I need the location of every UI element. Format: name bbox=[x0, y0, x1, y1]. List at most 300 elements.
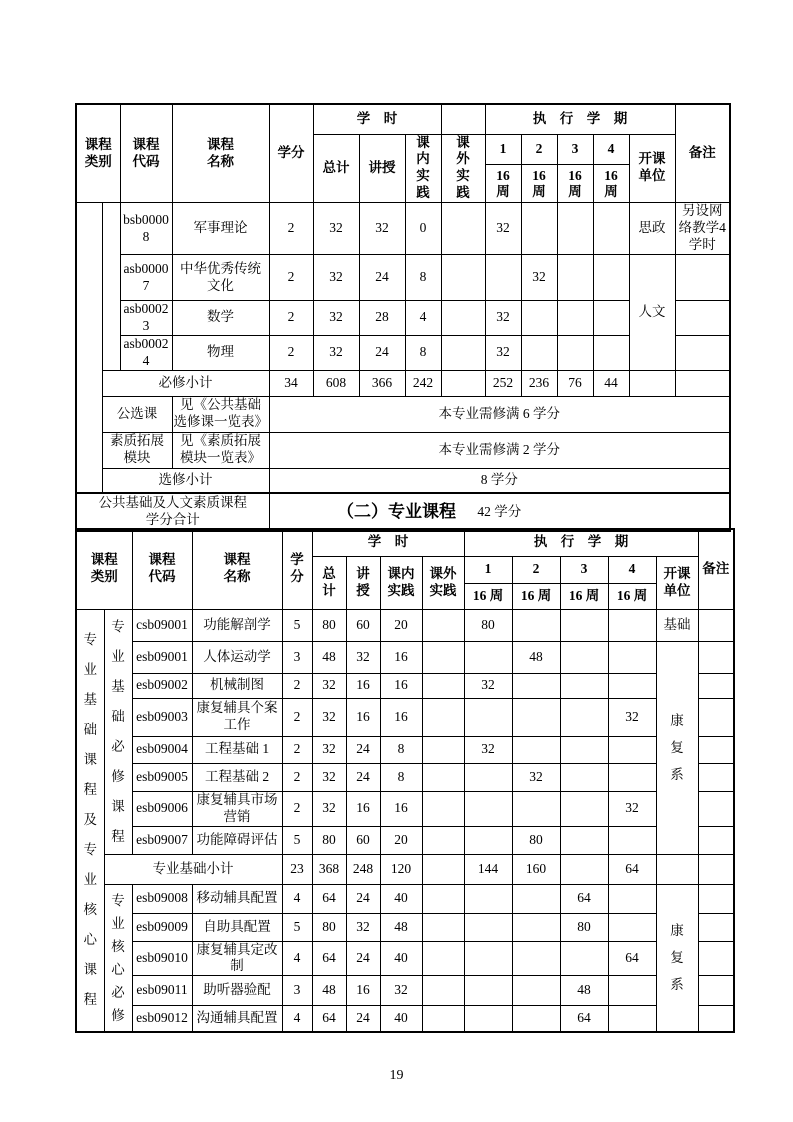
course-row bbox=[76, 826, 734, 854]
cell-dept: 人文 bbox=[629, 255, 675, 371]
cell-code: esb09010 bbox=[132, 941, 192, 976]
cell-inclass: 120 bbox=[380, 854, 422, 884]
cell-name: 移动辅具配置 bbox=[192, 884, 282, 913]
subtotal-label: 专业基础小计 bbox=[104, 854, 282, 884]
cell-sem4: 64 bbox=[608, 941, 656, 976]
cell-outclass bbox=[441, 255, 485, 301]
cell-name: 机械制图 bbox=[192, 673, 282, 698]
header-credits: 学分 bbox=[282, 529, 312, 609]
cell-sem1 bbox=[464, 698, 512, 736]
cell-sem4 bbox=[608, 763, 656, 791]
cell-credit: 5 bbox=[282, 609, 312, 641]
cell-sem1 bbox=[464, 763, 512, 791]
course-row bbox=[76, 791, 734, 826]
cell-dept: 基础 bbox=[656, 609, 698, 641]
cell-code: esb09007 bbox=[132, 826, 192, 854]
cell-outclass bbox=[422, 1006, 464, 1032]
cell-sem1 bbox=[464, 913, 512, 941]
cell-sem4 bbox=[608, 1006, 656, 1032]
cell-inclass: 0 bbox=[405, 203, 441, 255]
header-sem-2: 2 bbox=[521, 134, 557, 165]
cell-code: asb00023 bbox=[120, 301, 172, 336]
cell-credit: 5 bbox=[282, 826, 312, 854]
cell-sem4 bbox=[593, 255, 629, 301]
cell-inclass: 16 bbox=[380, 673, 422, 698]
cell-sem3 bbox=[560, 736, 608, 763]
cell-credit: 2 bbox=[282, 673, 312, 698]
cell-sem2 bbox=[512, 791, 560, 826]
cell-sem1: 252 bbox=[485, 370, 521, 396]
course-row bbox=[76, 641, 734, 673]
course-row bbox=[76, 203, 730, 255]
cell-lecture: 60 bbox=[346, 609, 380, 641]
cell-outclass bbox=[422, 941, 464, 976]
cell-note bbox=[698, 941, 734, 976]
cell-inclass: 8 bbox=[380, 736, 422, 763]
cell-sem2 bbox=[512, 698, 560, 736]
cell-code: esb09002 bbox=[132, 673, 192, 698]
header-code: 课程代码 bbox=[132, 529, 192, 609]
cell-lecture: 24 bbox=[359, 255, 405, 301]
cell-lecture: 24 bbox=[346, 1006, 380, 1032]
cell-sem2: 32 bbox=[512, 763, 560, 791]
course-row bbox=[76, 884, 734, 913]
header-weeks-3: 16 周 bbox=[560, 583, 608, 609]
cell-lecture: 16 bbox=[346, 791, 380, 826]
cell-name: 功能障碍评估 bbox=[192, 826, 282, 854]
cell-code: esb09001 bbox=[132, 641, 192, 673]
elective-label: 素质拓展模块 bbox=[102, 432, 172, 468]
header-inclass-practice: 课内实践 bbox=[380, 556, 422, 609]
cell-credit: 3 bbox=[282, 641, 312, 673]
cell-name: 工程基础 1 bbox=[192, 736, 282, 763]
cell-code: esb09003 bbox=[132, 698, 192, 736]
cell-note bbox=[698, 854, 734, 884]
cell-sem1 bbox=[464, 941, 512, 976]
cell-inclass: 242 bbox=[405, 370, 441, 396]
section-title: （二）专业课程 bbox=[337, 502, 456, 521]
cell-inclass: 40 bbox=[380, 941, 422, 976]
cell-inclass: 20 bbox=[380, 609, 422, 641]
cell-sem2 bbox=[512, 673, 560, 698]
cell-sem1: 32 bbox=[464, 673, 512, 698]
cell-total-hours: 48 bbox=[312, 976, 346, 1006]
cell-sem4 bbox=[608, 826, 656, 854]
subtotal-label: 选修小计 bbox=[102, 468, 269, 493]
header-sem-3: 3 bbox=[560, 556, 608, 583]
header-sem-4: 4 bbox=[593, 134, 629, 165]
cell-sem4 bbox=[593, 301, 629, 336]
cell-sem2: 48 bbox=[512, 641, 560, 673]
cell-total-hours: 32 bbox=[313, 335, 359, 370]
cell-total-hours: 64 bbox=[312, 1006, 346, 1032]
cell-sem1 bbox=[464, 884, 512, 913]
cell-sem4 bbox=[608, 641, 656, 673]
header-sem-3: 3 bbox=[557, 134, 593, 165]
header-note: 备注 bbox=[698, 529, 734, 609]
elective-row bbox=[76, 432, 730, 468]
cell-sem1 bbox=[485, 255, 521, 301]
cell-lecture: 28 bbox=[359, 301, 405, 336]
cell-total-hours: 80 bbox=[312, 913, 346, 941]
cell-name: 自助具配置 bbox=[192, 913, 282, 941]
header-weeks-4: 16 周 bbox=[608, 583, 656, 609]
cell-sem2: 32 bbox=[521, 255, 557, 301]
cell-sem2 bbox=[512, 913, 560, 941]
cell-sem3 bbox=[557, 203, 593, 255]
cell-sem2 bbox=[512, 609, 560, 641]
cell-sem3 bbox=[560, 763, 608, 791]
cell-name: 功能解剖学 bbox=[192, 609, 282, 641]
cell-sem4: 44 bbox=[593, 370, 629, 396]
subgroup-empty-cell bbox=[102, 203, 120, 371]
cell-name: 军事理论 bbox=[172, 203, 269, 255]
cell-sem1: 32 bbox=[485, 203, 521, 255]
cell-total-hours: 32 bbox=[312, 736, 346, 763]
cell-note bbox=[698, 791, 734, 826]
cell-sem2: 236 bbox=[521, 370, 557, 396]
course-row bbox=[76, 976, 734, 1006]
cell-credit: 4 bbox=[282, 884, 312, 913]
cell-sem4 bbox=[608, 913, 656, 941]
elective-requirement: 本专业需修满 2 学分 bbox=[269, 432, 730, 468]
cell-note bbox=[698, 736, 734, 763]
elective-ref: 见《素质拓展模块一览表》 bbox=[172, 432, 269, 468]
course-row bbox=[76, 941, 734, 976]
cell-inclass: 32 bbox=[380, 976, 422, 1006]
cell-note bbox=[675, 255, 730, 301]
grand-total-value: 42 学分 bbox=[269, 493, 730, 531]
cell-sem4 bbox=[608, 884, 656, 913]
cell-name: 工程基础 2 bbox=[192, 763, 282, 791]
cell-inclass: 8 bbox=[380, 763, 422, 791]
cell-outclass bbox=[422, 854, 464, 884]
header-total-hours: 总计 bbox=[313, 134, 359, 203]
cell-sem3 bbox=[560, 673, 608, 698]
cell-inclass: 40 bbox=[380, 884, 422, 913]
cell-code: bsb00008 bbox=[120, 203, 172, 255]
cell-credit: 5 bbox=[282, 913, 312, 941]
cell-name: 康复辅具定改制 bbox=[192, 941, 282, 976]
cell-lecture: 32 bbox=[346, 913, 380, 941]
cell-credit: 2 bbox=[282, 736, 312, 763]
cell-total-hours: 32 bbox=[312, 698, 346, 736]
header-weeks-1: 16周 bbox=[485, 165, 521, 203]
cell-sem2 bbox=[521, 203, 557, 255]
grand-total-label: 公共基础及人文素质课程学分合计 bbox=[76, 493, 269, 531]
cell-credit: 4 bbox=[282, 1006, 312, 1032]
cell-lecture: 24 bbox=[346, 736, 380, 763]
cell-code: esb09005 bbox=[132, 763, 192, 791]
course-row bbox=[76, 763, 734, 791]
course-row bbox=[76, 736, 734, 763]
course-row bbox=[76, 698, 734, 736]
cell-sem3 bbox=[560, 641, 608, 673]
cell-total-hours: 32 bbox=[312, 791, 346, 826]
cell-inclass: 48 bbox=[380, 913, 422, 941]
cell-name: 沟通辅具配置 bbox=[192, 1006, 282, 1032]
cell-name: 人体运动学 bbox=[192, 641, 282, 673]
cell-sem3 bbox=[560, 854, 608, 884]
cell-note bbox=[675, 301, 730, 336]
header-weeks-4: 16周 bbox=[593, 165, 629, 203]
cell-outclass bbox=[441, 301, 485, 336]
cell-sem3: 48 bbox=[560, 976, 608, 1006]
header-sem-1: 1 bbox=[464, 556, 512, 583]
subgroup-core-required: 专业核心必修 bbox=[104, 884, 132, 1032]
cell-code: esb09008 bbox=[132, 884, 192, 913]
cell-sem2 bbox=[512, 884, 560, 913]
basic-subtotal-row bbox=[76, 854, 734, 884]
cell-note bbox=[698, 913, 734, 941]
cell-outclass bbox=[422, 609, 464, 641]
cell-name: 助听器验配 bbox=[192, 976, 282, 1006]
cell-sem1 bbox=[464, 1006, 512, 1032]
cell-lecture: 16 bbox=[346, 976, 380, 1006]
header-weeks-2: 16周 bbox=[521, 165, 557, 203]
cell-sem4: 32 bbox=[608, 791, 656, 826]
course-row bbox=[76, 609, 734, 641]
cell-outclass bbox=[422, 976, 464, 1006]
cell-sem3 bbox=[560, 791, 608, 826]
cell-sem4 bbox=[608, 609, 656, 641]
header-course-name: 课程名称 bbox=[192, 529, 282, 609]
header-lecture-hours: 讲授 bbox=[346, 556, 380, 609]
cell-sem4 bbox=[608, 736, 656, 763]
elective-label: 公选课 bbox=[102, 396, 172, 432]
cell-outclass bbox=[422, 826, 464, 854]
cell-note bbox=[698, 1006, 734, 1032]
cell-credit: 2 bbox=[269, 301, 313, 336]
cell-note bbox=[698, 826, 734, 854]
header-weeks-3: 16周 bbox=[557, 165, 593, 203]
cell-inclass: 16 bbox=[380, 698, 422, 736]
header-weeks-2: 16 周 bbox=[512, 583, 560, 609]
cell-total-hours: 64 bbox=[312, 884, 346, 913]
cell-lecture: 16 bbox=[346, 673, 380, 698]
cell-outclass bbox=[422, 673, 464, 698]
cell-dept bbox=[656, 854, 698, 884]
cell-outclass bbox=[422, 913, 464, 941]
cell-note bbox=[698, 641, 734, 673]
cell-sem3 bbox=[557, 301, 593, 336]
cell-sem3: 80 bbox=[560, 913, 608, 941]
cell-dept: 康复系 bbox=[656, 884, 698, 1032]
cell-code: csb09001 bbox=[132, 609, 192, 641]
elective-row bbox=[76, 396, 730, 432]
cell-outclass bbox=[441, 370, 485, 396]
cell-lecture: 24 bbox=[346, 763, 380, 791]
cell-dept bbox=[629, 370, 675, 396]
cell-credit: 23 bbox=[282, 854, 312, 884]
header-hours-group: 学 时 bbox=[313, 104, 441, 134]
cell-credit: 2 bbox=[282, 763, 312, 791]
cell-name: 康复辅具个案工作 bbox=[192, 698, 282, 736]
cell-sem1 bbox=[464, 791, 512, 826]
header-sem-4: 4 bbox=[608, 556, 656, 583]
header-weeks-1: 16 周 bbox=[464, 583, 512, 609]
cell-sem3: 64 bbox=[560, 884, 608, 913]
cell-total-hours: 608 bbox=[313, 370, 359, 396]
cell-lecture: 24 bbox=[346, 884, 380, 913]
cell-sem3 bbox=[560, 826, 608, 854]
elective-requirement: 本专业需修满 6 学分 bbox=[269, 396, 730, 432]
cell-outclass bbox=[441, 203, 485, 255]
cell-lecture: 16 bbox=[346, 698, 380, 736]
t1-header-row-1 bbox=[76, 104, 730, 134]
cell-outclass bbox=[422, 641, 464, 673]
cell-name: 中华优秀传统文化 bbox=[172, 255, 269, 301]
cell-note bbox=[675, 370, 730, 396]
cell-credit: 4 bbox=[282, 941, 312, 976]
header-category: 课程类别 bbox=[76, 529, 132, 609]
cell-inclass: 40 bbox=[380, 1006, 422, 1032]
cell-inclass: 8 bbox=[405, 255, 441, 301]
cell-note bbox=[675, 335, 730, 370]
cell-sem4 bbox=[593, 203, 629, 255]
cell-sem4 bbox=[608, 673, 656, 698]
page-number: 19 bbox=[389, 1068, 404, 1083]
cell-sem2: 80 bbox=[512, 826, 560, 854]
cell-lecture: 248 bbox=[346, 854, 380, 884]
cell-total-hours: 32 bbox=[313, 301, 359, 336]
cell-inclass: 8 bbox=[405, 335, 441, 370]
cell-sem4 bbox=[608, 976, 656, 1006]
cell-credit: 2 bbox=[282, 698, 312, 736]
cell-sem3 bbox=[557, 255, 593, 301]
required-subtotal-row bbox=[76, 370, 730, 396]
cell-code: esb09011 bbox=[132, 976, 192, 1006]
header-dept: 开课单位 bbox=[629, 134, 675, 203]
elective-ref: 见《公共基础选修课一览表》 bbox=[172, 396, 269, 432]
cell-outclass bbox=[422, 763, 464, 791]
course-row bbox=[76, 255, 730, 301]
header-exec-semesters: 执 行 学 期 bbox=[464, 529, 698, 556]
cell-total-hours: 32 bbox=[312, 673, 346, 698]
header-outclass-practice: 课外实践 bbox=[441, 134, 485, 203]
cell-inclass: 4 bbox=[405, 301, 441, 336]
t2-header-row-1 bbox=[76, 529, 734, 556]
cell-sem1 bbox=[464, 976, 512, 1006]
cell-credit: 34 bbox=[269, 370, 313, 396]
cell-note bbox=[698, 976, 734, 1006]
cell-lecture: 24 bbox=[359, 335, 405, 370]
cell-outclass bbox=[422, 698, 464, 736]
cell-credit: 2 bbox=[269, 255, 313, 301]
header-hours-group: 学 时 bbox=[312, 529, 464, 556]
cell-sem4: 64 bbox=[608, 854, 656, 884]
cell-sem3 bbox=[560, 698, 608, 736]
cell-code: esb09009 bbox=[132, 913, 192, 941]
header-credits: 学分 bbox=[269, 104, 313, 203]
cell-sem4: 32 bbox=[608, 698, 656, 736]
cell-sem1: 32 bbox=[464, 736, 512, 763]
cell-credit: 2 bbox=[282, 791, 312, 826]
cell-code: esb09006 bbox=[132, 791, 192, 826]
cell-sem3 bbox=[557, 335, 593, 370]
cell-inclass: 16 bbox=[380, 791, 422, 826]
cell-sem2 bbox=[512, 941, 560, 976]
header-lecture-hours: 讲授 bbox=[359, 134, 405, 203]
category-empty-cell bbox=[76, 203, 102, 494]
cell-sem1: 32 bbox=[485, 301, 521, 336]
cell-sem2 bbox=[512, 976, 560, 1006]
cell-lecture: 32 bbox=[346, 641, 380, 673]
cell-sem1: 144 bbox=[464, 854, 512, 884]
cell-lecture: 366 bbox=[359, 370, 405, 396]
cell-sem3: 64 bbox=[560, 1006, 608, 1032]
cell-lecture: 60 bbox=[346, 826, 380, 854]
cell-name: 康复辅具市场营销 bbox=[192, 791, 282, 826]
cell-total-hours: 368 bbox=[312, 854, 346, 884]
subtotal-label: 必修小计 bbox=[102, 370, 269, 396]
cell-code: esb09004 bbox=[132, 736, 192, 763]
cell-note: 另设网络教学4学时 bbox=[675, 203, 730, 255]
subtotal-value: 8 学分 bbox=[269, 468, 730, 493]
cell-sem2: 160 bbox=[512, 854, 560, 884]
header-sem-1: 1 bbox=[485, 134, 521, 165]
cell-note bbox=[698, 763, 734, 791]
cell-total-hours: 80 bbox=[312, 609, 346, 641]
header-dept: 开课单位 bbox=[656, 556, 698, 609]
cell-lecture: 32 bbox=[359, 203, 405, 255]
cell-outclass bbox=[422, 884, 464, 913]
cell-code: asb00024 bbox=[120, 335, 172, 370]
cell-outclass bbox=[441, 335, 485, 370]
cell-inclass: 16 bbox=[380, 641, 422, 673]
cell-inclass: 20 bbox=[380, 826, 422, 854]
cell-credit: 3 bbox=[282, 976, 312, 1006]
cell-sem1 bbox=[464, 826, 512, 854]
cell-sem1 bbox=[464, 641, 512, 673]
cell-sem2 bbox=[521, 301, 557, 336]
header-blank-cell bbox=[441, 104, 485, 134]
course-row bbox=[76, 913, 734, 941]
cell-credit: 2 bbox=[269, 203, 313, 255]
subgroup-basic-required: 专业基础必修课程 bbox=[104, 609, 132, 854]
cell-total-hours: 32 bbox=[313, 255, 359, 301]
cell-sem2 bbox=[512, 1006, 560, 1032]
header-outclass-practice: 课外实践 bbox=[422, 556, 464, 609]
cell-lecture: 24 bbox=[346, 941, 380, 976]
cell-sem1: 32 bbox=[485, 335, 521, 370]
cell-name: 物理 bbox=[172, 335, 269, 370]
cell-dept: 康复系 bbox=[656, 641, 698, 854]
cell-outclass bbox=[422, 791, 464, 826]
elective-subtotal-row bbox=[76, 468, 730, 493]
cell-note bbox=[698, 609, 734, 641]
header-inclass-practice: 课内实践 bbox=[405, 134, 441, 203]
cell-note bbox=[698, 673, 734, 698]
cell-code: asb00007 bbox=[120, 255, 172, 301]
cell-total-hours: 48 bbox=[312, 641, 346, 673]
cell-total-hours: 32 bbox=[313, 203, 359, 255]
cell-sem1: 80 bbox=[464, 609, 512, 641]
header-code: 课程代码 bbox=[120, 104, 172, 203]
category-label-cell: 专业基础课程及专业核心课程 bbox=[76, 609, 104, 1032]
cell-total-hours: 80 bbox=[312, 826, 346, 854]
professional-courses-table bbox=[75, 528, 735, 1033]
cell-credit: 2 bbox=[269, 335, 313, 370]
cell-sem2 bbox=[521, 335, 557, 370]
header-category: 课程类别 bbox=[76, 104, 120, 203]
cell-dept: 思政 bbox=[629, 203, 675, 255]
cell-sem3 bbox=[560, 609, 608, 641]
course-row bbox=[76, 1006, 734, 1032]
cell-total-hours: 64 bbox=[312, 941, 346, 976]
header-total-hours: 总计 bbox=[312, 556, 346, 609]
cell-outclass bbox=[422, 736, 464, 763]
